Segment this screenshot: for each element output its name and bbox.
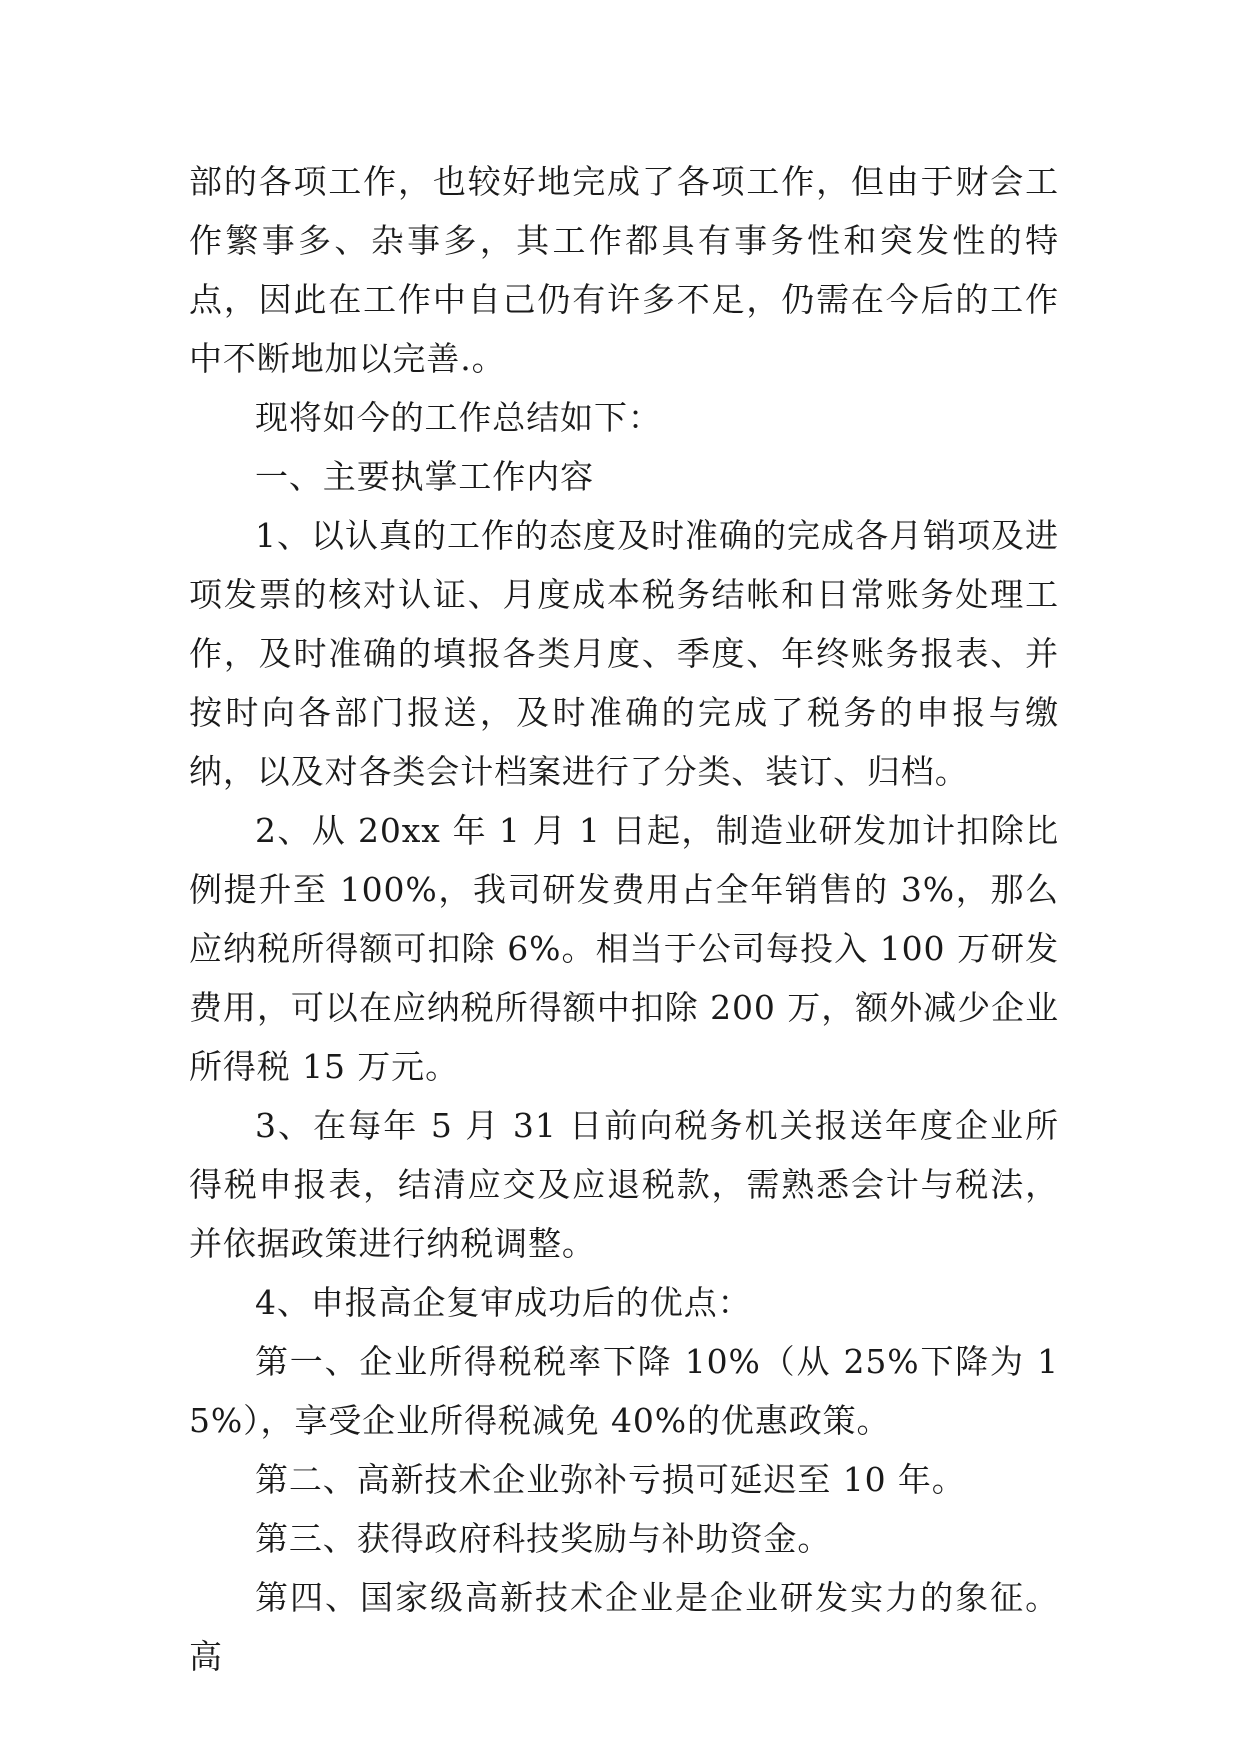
paragraph-item-3: 3、在每年 5 月 31 日前向税务机关报送年度企业所得税申报表，结清应交及应退税款，需熟悉会计与税法，并依据政策进行纳税调整。 xyxy=(189,1106,1059,1263)
paragraph-summary-intro: 现将如今的工作总结如下： xyxy=(255,398,662,437)
paragraph-item-4: 4、申报高企复审成功后的优点： xyxy=(255,1283,752,1322)
paragraph-item-2: 2、从 20xx 年 1 月 1 日起，制造业研发加计扣除比例提升至 100%，我司研发费用占全年销售的 3%，那么应纳税所得额可扣除 6%。相当于公司每投入 100 万研发费用，可以在应纳税所得额中扣除 200 万，额外减少企业所得税 15 万元。 xyxy=(189,811,1059,1086)
paragraph-advantage-3: 第三、获得政府科技奖励与补助资金。 xyxy=(255,1519,832,1558)
paragraph-advantage-4: 第四、国家级高新技术企业是企业研发实力的象征。高 xyxy=(189,1578,1059,1676)
section-heading-main-duties: 一、主要执掌工作内容 xyxy=(255,457,594,496)
paragraph-item-1: 1、以认真的工作的态度及时准确的完成各月销项及进项发票的核对认证、月度成本税务结帐和日常账务处理工作，及时准确的填报各类月度、季度、年终账务报表、并按时向各部门报送，及时准确的完成了税务的申报与缴纳，以及对各类会计档案进行了分类、装订、归档。 xyxy=(189,516,1059,791)
paragraph-intro-continued: 部的各项工作，也较好地完成了各项工作，但由于财会工作繁事多、杂事多，其工作都具有事务性和突发性的特点，因此在工作中自己仍有许多不足，仍需在今后的工作中不断地加以完善.。 xyxy=(189,162,1059,378)
document-body xyxy=(189,152,1059,1686)
paragraph-advantage-1: 第一、企业所得税税率下降 10%（从 25%下降为 15%），享受企业所得税减免 40%的优惠政策。 xyxy=(189,1342,1059,1440)
paragraph-advantage-2: 第二、高新技术企业弥补亏损可延迟至 10 年。 xyxy=(255,1460,966,1499)
